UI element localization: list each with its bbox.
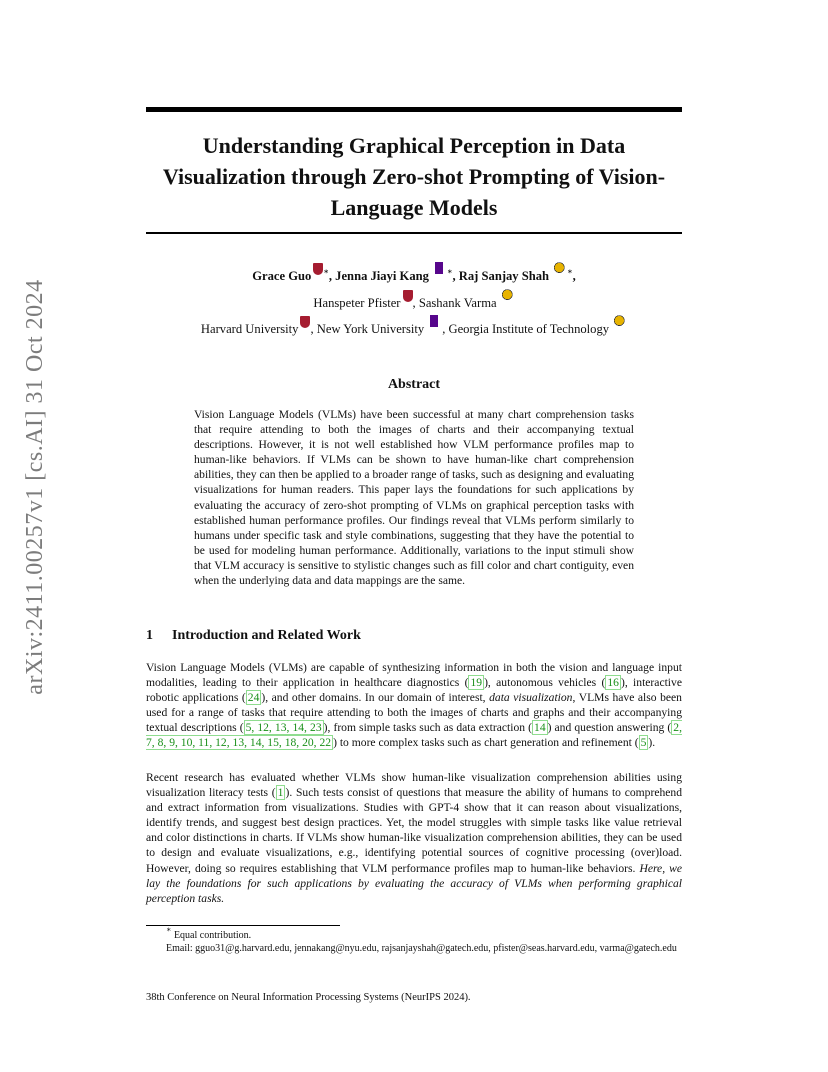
citation-link[interactable]: 24 (247, 691, 260, 705)
institution-name: New York University (316, 322, 425, 336)
harvard-shield-icon (300, 316, 310, 328)
author-name: Raj Sanjay Shah (458, 269, 550, 283)
section-heading (146, 628, 361, 644)
footnote-equal-contribution: ∗ Equal contribution. (166, 925, 252, 941)
author-line-1: Grace Guo ∗, Jenna Jiayi Kang ∗, Raj Sanjay Shah ∗, (130, 268, 698, 284)
title-bottom-rule (146, 232, 682, 234)
title-top-rule (146, 107, 682, 112)
affiliation-line: Harvard University , New York University , Georgia Institute of Technology (130, 321, 698, 337)
section-title: Introduction and Related Work (172, 628, 361, 643)
intro-paragraph-1: Vision Language Models (VLMs) are capable of synthesizing information in both the vision and language input modalities, leading to their application in healthcare diagnostics ( 19 ), autonomous vehicles ( 16 ), interactive robotic applications ( 24 ), and other domains. In our domain of interest, data visualization, VLMs have also been used for a range of tasks that require attending to both the images of charts and graphs and their accompanying textual descriptions ( 5, 12, 13, 14, 23 ), from simple tasks such as data extraction ( 14 ) and question answering ( 2, 7, 8, 9, 10, 11, 12, 13, 14, 15, 18, 20, 22 ) to more complex tasks such as chart generation and refinement ( 5 ). (146, 661, 682, 750)
citation-link[interactable]: 2, 7, 8, 9, 10, 11, 12, 13, 14, 15, 18, 20, 22 (146, 721, 682, 750)
author-name: Grace Guo (252, 269, 312, 283)
institution-name: Georgia Institute of Technology (448, 322, 610, 336)
harvard-shield-icon (403, 290, 413, 302)
nyu-logo-icon (435, 262, 443, 274)
footnote-rule (146, 925, 340, 926)
abstract-heading: Abstract (387, 377, 441, 392)
conference-note: 38th Conference on Neural Information Processing Systems (NeurIPS 2024). (146, 992, 471, 1003)
gatech-bee-icon (613, 314, 627, 326)
citation-link[interactable]: 14 (534, 721, 546, 735)
citation-link[interactable]: 19 (470, 676, 483, 690)
citation-link[interactable]: 1 (277, 786, 284, 800)
abstract-body: Vision Language Models (VLMs) have been successful at many chart comprehension tasks that require attending to both the images of charts and their accompanying textual descriptions. However, it is not well established how VLM performance profiles map to human-like behaviors. If VLMs can be shown to have human-like chart comprehension abilities, they can then be applied to a broader range of tasks, such as designing and evaluating visualizations for human readers. This paper lays the foundations for such applications by evaluating the accuracy of zero-shot prompting of VLMs on graphical perception tasks with established human performance profiles. Our findings reveal that VLMs perform similarly to humans under specific task and style combinations, suggesting that they have the potential to be used for modeling human performance. Additionally, variations to the input stimuli show that VLM accuracy is sensitive to stylistic changes such as fill color and chart contiguity, even when the underlying data and data mappings are the same. (194, 408, 634, 588)
author-name: Sashank Varma (418, 296, 497, 310)
institution-name: Harvard University (200, 322, 299, 336)
equal-contribution-mark: ∗ (567, 267, 573, 276)
citation-link[interactable]: 5, 12, 13, 14, 23 (245, 721, 322, 735)
nyu-logo-icon (430, 315, 438, 327)
author-name: Jenna Jiayi Kang (335, 269, 429, 283)
equal-contribution-mark: ∗ (323, 267, 329, 276)
author-line-2: Hanspeter Pfister , Sashank Varma (130, 295, 698, 311)
gatech-bee-icon (501, 288, 515, 300)
section-number: 1 (146, 628, 153, 643)
intro-paragraph-2: Recent research has evaluated whether VLMs show human-like visualization comprehension abilities using visualization literacy tests ( 1 ). Such tests consist of questions that measure the ability of humans to comprehend and extract information from visualizations. Studies with GPT-4 show that it can reason about visualizations, identify trends, and suggest best design practices. Yet, the model struggles with simple tasks like value retrieval and color distinctions in charts. If VLMs show human-like visualization comprehension abilities, they can be used to design and evaluate visualizations, e.g., identifying potential sources of cognitive processing (over)load. However, doing so requires establishing that VLM performance profiles map to human-like behaviors. Here, we lay the foundations for such applications by evaluating the accuracy of VLMs when performing graphical perception tasks. (146, 771, 683, 905)
author-name: Hanspeter Pfister (313, 296, 401, 310)
citation-link[interactable]: 16 (607, 676, 619, 690)
citation-link[interactable]: 5 (640, 736, 647, 750)
equal-contribution-mark: ∗ (446, 267, 453, 276)
harvard-shield-icon (313, 263, 323, 275)
footnote-emails: Email: gguo31@g.harvard.edu, jennakang@nyu.edu, rajsanjayshah@gatech.edu, pfister@seas.harvard.edu, varma@gatech.edu (166, 943, 677, 954)
paper-title: Understanding Graphical Perception in Data Visualization through Zero-shot Prompting of Vision-Language Models (162, 133, 666, 220)
arxiv-identifier: arXiv:2411.00257v1 [cs.AI] 31 Oct 2024 (22, 279, 48, 695)
gatech-bee-icon (553, 261, 567, 273)
